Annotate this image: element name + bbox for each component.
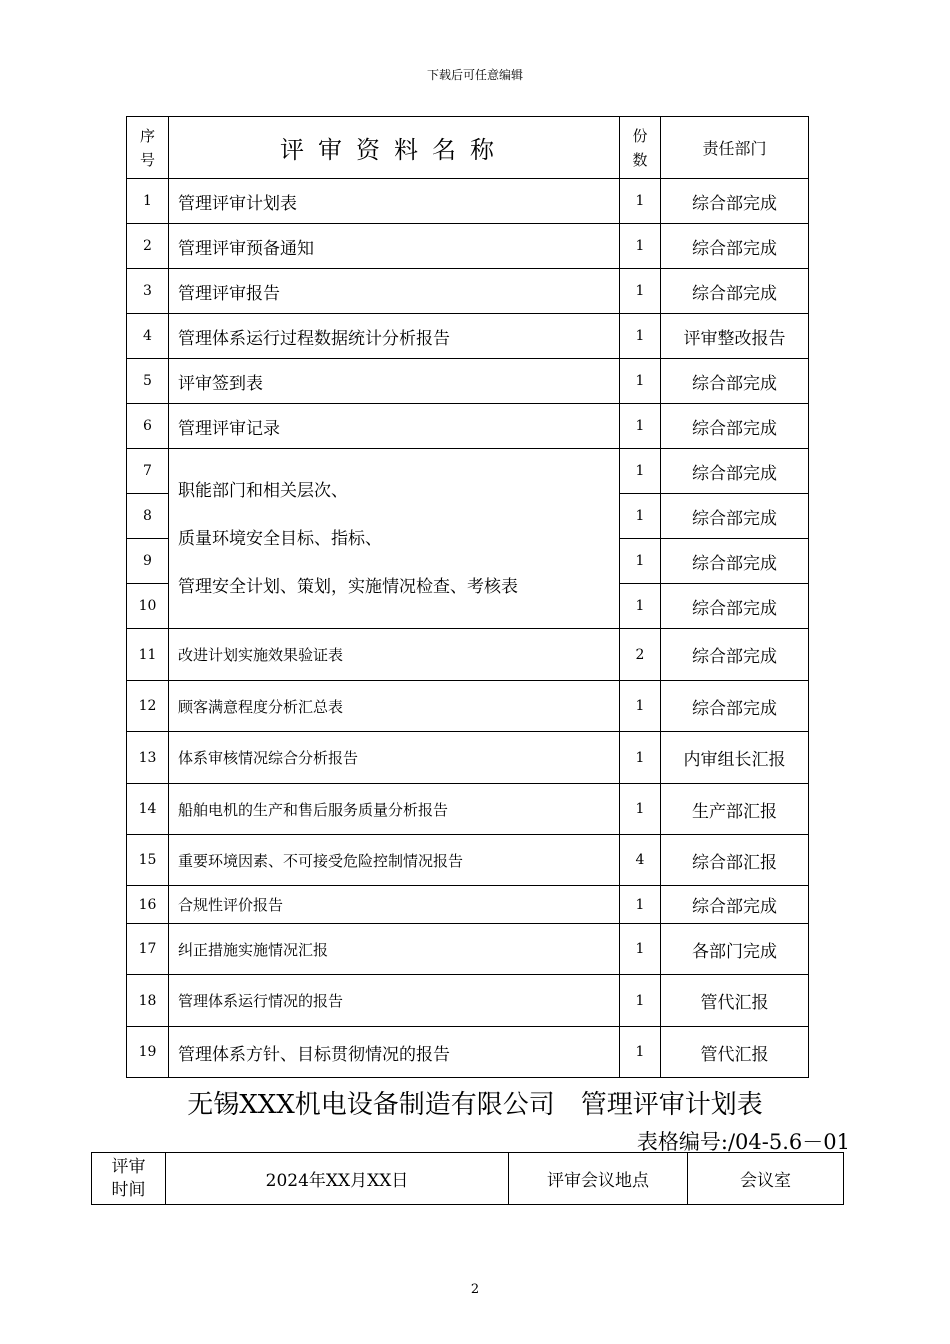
table-row: 18 管理体系运行情况的报告 1 管代汇报 — [127, 975, 809, 1027]
table-row: 14 船舶电机的生产和售后服务质量分析报告 1 生产部汇报 — [127, 784, 809, 835]
table-row: 12 顾客满意程度分析汇总表 1 综合部完成 — [127, 681, 809, 732]
review-materials-table — [126, 116, 809, 1078]
header-name: 评审资料名称 — [169, 117, 620, 179]
location-value: 会议室 — [688, 1153, 844, 1205]
header-note: 下载后可任意编辑 — [426, 68, 523, 82]
table-row: 17 纠正措施实施情况汇报 1 各部门完成 — [127, 924, 809, 975]
location-label: 评审会议地点 — [509, 1153, 688, 1205]
table-row: 7 职能部门和相关层次、 质量环境安全目标、指标、 管理安全计划、策划，实施情况检查、考核表 1 综合部完成 — [127, 449, 809, 494]
table-row: 5 评审签到表 1 综合部完成 — [127, 359, 809, 404]
merged-name-line: 职能部门和相关层次、 — [178, 480, 348, 501]
table-row: 13 体系审核情况综合分析报告 1 内审组长汇报 — [127, 732, 809, 784]
table-row: 4 管理体系运行过程数据统计分析报告 1 评审整改报告 — [127, 314, 809, 359]
table-row: 6 管理评审记录 1 综合部完成 — [127, 404, 809, 449]
review-time-label: 评审 时间 — [92, 1153, 166, 1205]
table-row: 15 重要环境因素、不可接受危险控制情况报告 4 综合部汇报 — [127, 835, 809, 886]
table-row: 16 合规性评价报告 1 综合部完成 — [127, 886, 809, 924]
table-row: 1 管理评审计划表 1 综合部完成 — [127, 179, 809, 224]
table-row: 9 1 综合部完成 — [127, 539, 809, 584]
merged-name-cell — [169, 449, 620, 629]
table-row: 19 管理体系方针、目标贯彻情况的报告 1 管代汇报 — [127, 1027, 809, 1078]
table-row: 11 改进计划实施效果验证表 2 综合部完成 — [127, 629, 809, 681]
table-row: 8 1 综合部完成 — [127, 494, 809, 539]
table-row: 10 1 综合部完成 — [127, 584, 809, 629]
plan-row — [92, 1153, 844, 1205]
header-seq: 序 号 — [127, 117, 169, 179]
header-dept: 责任部门 — [661, 117, 809, 179]
header-copies: 份 数 — [620, 117, 661, 179]
table-row: 2 管理评审预备通知 1 综合部完成 — [127, 224, 809, 269]
merged-name-line: 质量环境安全目标、指标、 — [178, 528, 382, 549]
review-plan-table — [91, 1152, 844, 1205]
table-header-row — [127, 117, 809, 179]
form-number: 表格编号:/04-5.6－01 — [636, 1130, 850, 1154]
merged-name-line: 管理安全计划、策划，实施情况检查、考核表 — [178, 576, 518, 597]
company-title: 无锡XXX机电设备制造有限公司 管理评审计划表 — [187, 1090, 763, 1120]
page-number: 2 — [470, 1282, 480, 1297]
review-date: 2024年XX月XX日 — [166, 1153, 509, 1205]
table-row: 3 管理评审报告 1 综合部完成 — [127, 269, 809, 314]
